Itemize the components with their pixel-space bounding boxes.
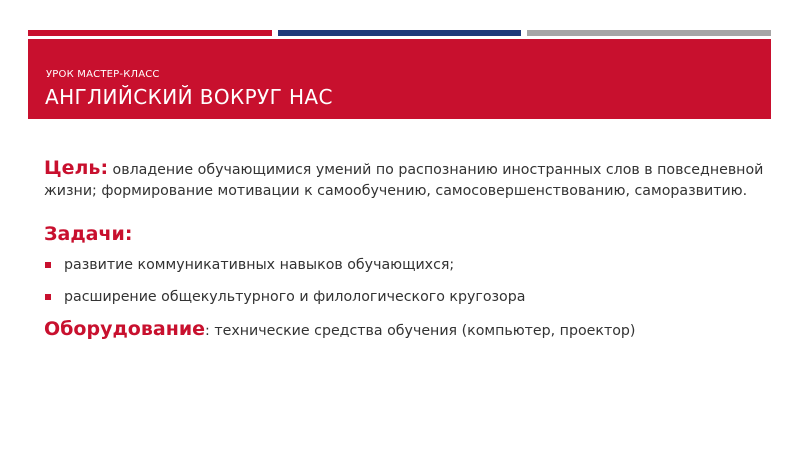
equipment-label: Оборудование bbox=[44, 318, 206, 340]
equipment-text: : технические средства обучения (компьютер, проектор) bbox=[205, 323, 636, 339]
goal-paragraph bbox=[44, 158, 764, 202]
task-text: развитие коммуникативных навыков обучающихся; bbox=[64, 257, 455, 273]
accent-bar-blue bbox=[278, 30, 521, 36]
tasks-list bbox=[44, 255, 764, 307]
accent-bar-red bbox=[28, 30, 272, 36]
goal-text: овладение обучающимися умений по распознанию иностранных слов в повседневной жизни; формирование мотивации к самообучению, самосовершенствованию, саморазвитию. bbox=[44, 162, 764, 199]
slide-title: АНГЛИЙСКИЙ ВОКРУГ НАС bbox=[45, 85, 333, 109]
list-item bbox=[44, 287, 764, 307]
equipment-paragraph bbox=[44, 319, 764, 342]
tasks-heading: Задачи: bbox=[44, 223, 133, 245]
slide-body bbox=[44, 158, 764, 342]
goal-label: Цель: bbox=[44, 157, 109, 179]
square-bullet-icon bbox=[45, 294, 51, 300]
accent-bar-gray bbox=[527, 30, 771, 36]
slide-subtitle: УРОК МАСТЕР-КЛАСС bbox=[46, 69, 160, 80]
square-bullet-icon bbox=[45, 262, 51, 268]
list-item bbox=[44, 255, 764, 275]
task-text: расширение общекультурного и филологического кругозора bbox=[64, 289, 526, 305]
title-banner bbox=[28, 39, 771, 119]
